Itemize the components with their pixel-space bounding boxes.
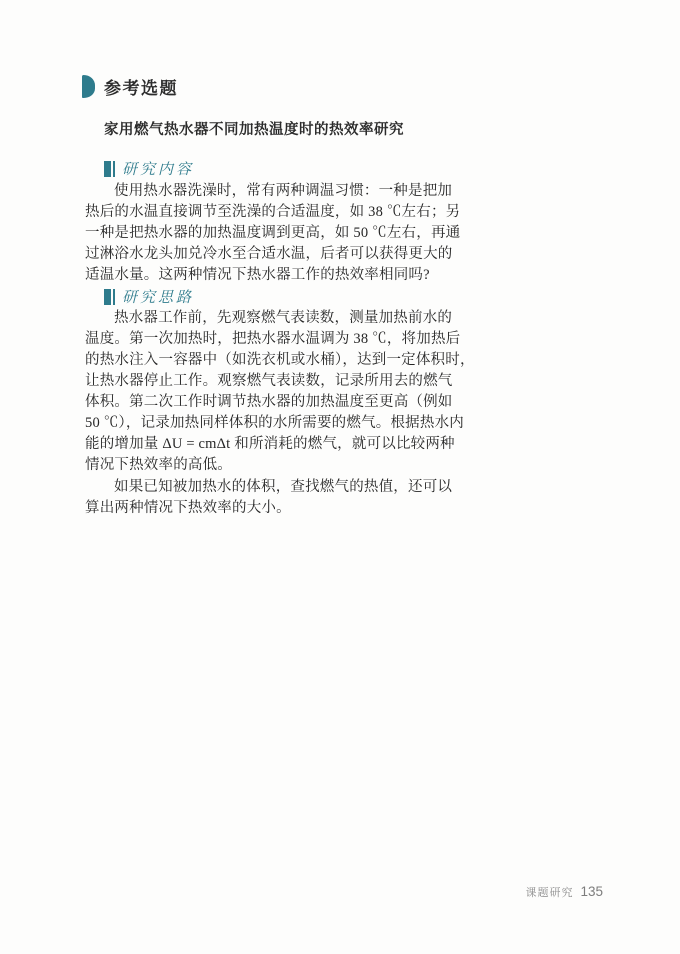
paragraph-research-content	[85, 181, 461, 286]
paragraph-line: 一种是把热水器的加热温度调到更高，如 50 ℃左右，再通	[85, 225, 461, 241]
main-heading	[82, 74, 178, 99]
paragraph-line: 情况下热效率的高低。	[85, 457, 232, 473]
section-heading-label: 研究思路	[122, 290, 195, 306]
footer-section-label: 课题研究	[525, 887, 574, 899]
paragraph-research-approach-2	[85, 477, 453, 519]
paragraph-line: 热水器工作前，先观察燃气表读数，测量加热前水的	[114, 310, 453, 326]
paragraph-line: 如果已知被加热水的体积，查找燃气的热值，还可以	[114, 479, 453, 495]
section-heading-label: 研究内容	[122, 162, 195, 178]
paragraph-line: 热后的水温直接调节至洗澡的合适温度，如 38 ℃左右；另	[85, 204, 461, 220]
section-header-research-content	[104, 158, 194, 179]
paragraph-line: 适温水量。这两种情况下热水器工作的热效率相同吗?	[85, 267, 430, 283]
bar-thin-icon	[113, 161, 115, 177]
topic-title: 家用燃气热水器不同加热温度时的热效率研究	[104, 122, 404, 138]
section-leaf-icon	[82, 75, 95, 98]
bar-thick-icon	[104, 289, 111, 305]
paragraph-line-formula: 能的增加量 ΔU = cmΔt 和所消耗的燃气，就可以比较两种	[85, 436, 455, 452]
paragraph-line: 使用热水器洗澡时，常有两种调温习惯：一种是把加	[114, 183, 453, 199]
paragraph-line: 50 ℃），记录加热同样体积的水所需要的燃气。根据热水内	[85, 415, 464, 431]
bar-thin-icon	[113, 289, 115, 305]
subsection-bars-icon	[104, 161, 115, 177]
page-title: 参考选题	[104, 79, 178, 98]
paragraph-line: 体积。第二次工作时调节热水器的加热温度至更高（例如	[85, 394, 453, 410]
paragraph-line: 让热水器停止工作。观察燃气表读数，记录所用去的燃气	[85, 373, 453, 389]
paragraph-line: 过淋浴水龙头加兑冷水至合适水温，后者可以获得更大的	[85, 246, 453, 262]
paragraph-line: 的热水注入一容器中（如洗衣机或水桶），达到一定体积时，	[85, 352, 475, 368]
bar-thick-icon	[104, 161, 111, 177]
footer-page-number: 135	[580, 884, 603, 899]
paragraph-research-approach-1	[85, 308, 475, 476]
section-header-research-approach	[104, 286, 194, 307]
page-footer	[85, 883, 603, 901]
paragraph-line: 算出两种情况下热效率的大小。	[85, 500, 291, 516]
subsection-bars-icon	[104, 289, 115, 305]
paragraph-line: 温度。第一次加热时，把热水器水温调为 38 ℃，将加热后	[85, 331, 461, 347]
